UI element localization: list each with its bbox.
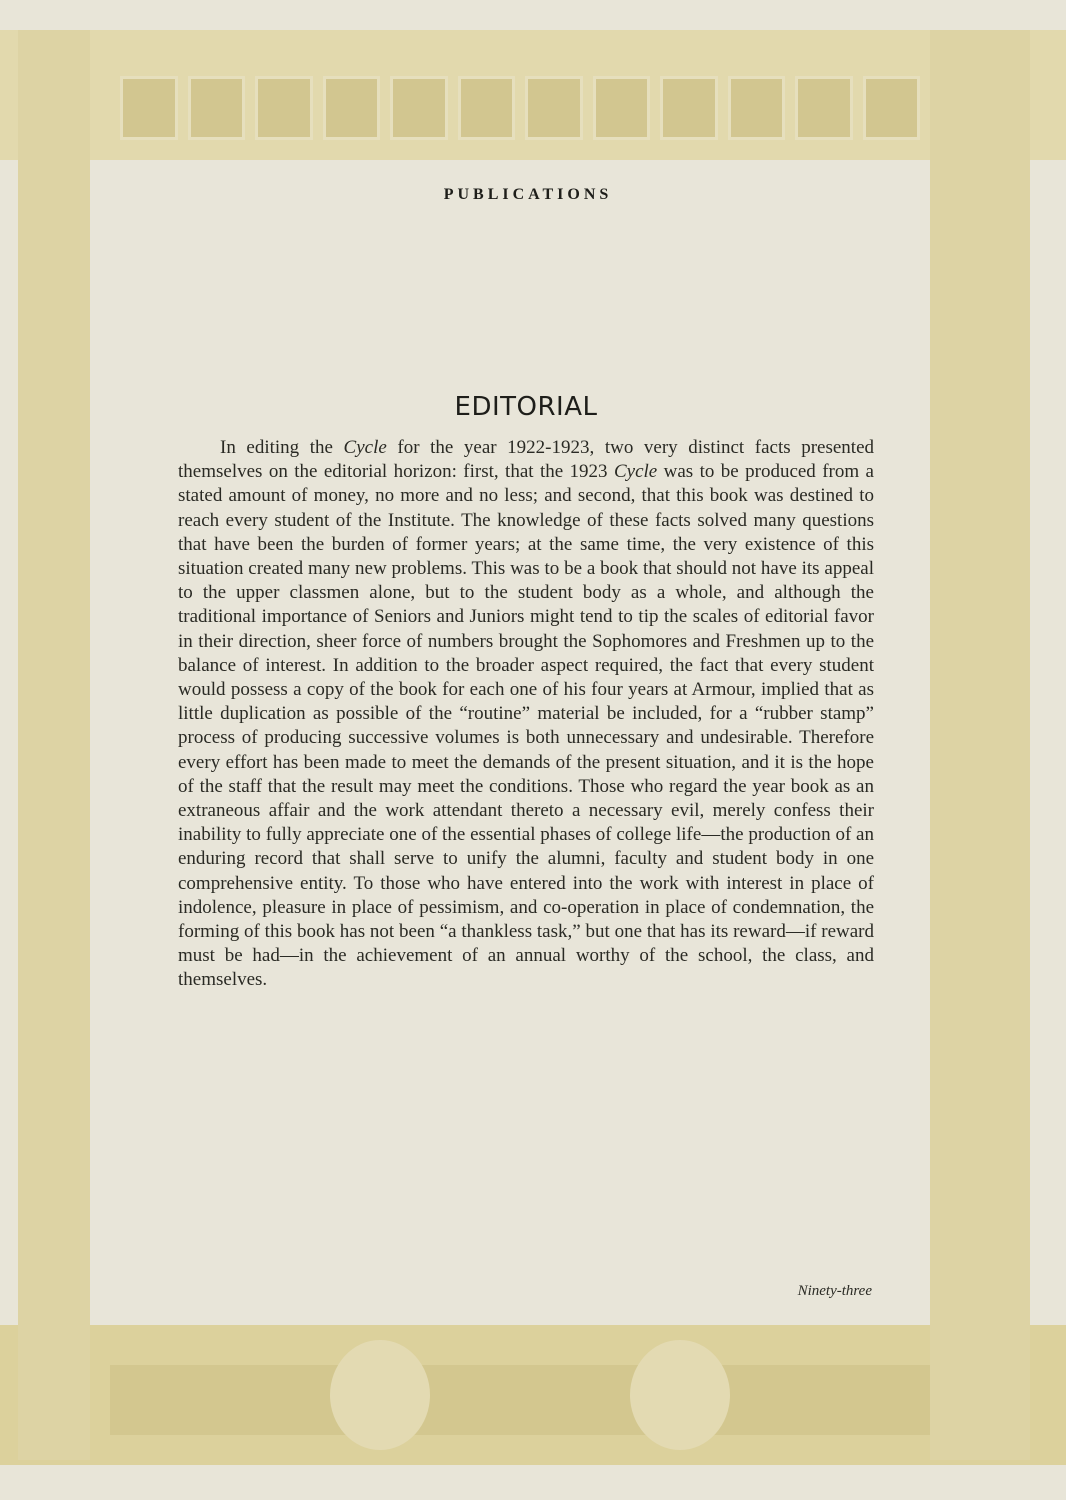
border-panel-row [120, 76, 920, 140]
body-text-part: was to be produced from a stated amount of money, no more and no less; and second, that this book was destined to reach every student of the Institute. The knowledge of these facts solved many questions that have been the burden of former years; at the same time, the very existence of this situation created many new problems. This was to be a book that should not have its appeal to the upper classmen alone, but to the student body as a whole, and although the traditional importance of Seniors and Juniors might tend to tip the scales of editorial favor in their direction, sheer force of numbers brought the Sophomores and Freshmen up to the balance of interest. In addition to the broader aspect required, the fact that every student would possess a copy of the book for each one of his four years at Armour, implied that as little duplication as possible of the “routine” material be included, for a “rubber stamp” process of producing successive volumes is both unnecessary and undesirable. Therefore every effort has been made to meet the demands of the present situation, and it is the hope of the staff that the result may meet the conditions. Those who regard the year book as an extraneous affair and the work attendant thereto a necessary evil, merely confess their inability to fully appreciate one of the essential phases of college life—the production of an enduring record that shall serve to unify the alumni, faculty and student body in one comprehensive entity. To those who have entered into the work with interest in place of indolence, pleasure in place of pessimism, and co-operation in place of condemnation, the forming of this book has not been “a thankless task,” but one that has its reward—if reward must be had—in the achievement of an annual worthy of the school, the class, and themselves. [178, 461, 874, 991]
page-number: Ninety-three [797, 1283, 872, 1299]
ornament-left [330, 1340, 430, 1450]
section-title: PUBLICATIONS [443, 186, 613, 203]
ornament-right [630, 1340, 730, 1450]
article-title: EDITORIAL [454, 392, 598, 422]
border-bottom-band [110, 1365, 930, 1435]
decorative-border-right [930, 30, 1030, 1460]
body-text-part: In editing the [220, 437, 344, 458]
decorative-border-left [18, 30, 90, 1460]
book-title: Cycle [343, 437, 387, 458]
body-text-part: for the year 1922-1923, two very distinct facts presented themselves on the editorial horizon: first, that the 1923 [178, 437, 874, 483]
book-title: Cycle [613, 461, 658, 483]
article-body [178, 436, 874, 993]
